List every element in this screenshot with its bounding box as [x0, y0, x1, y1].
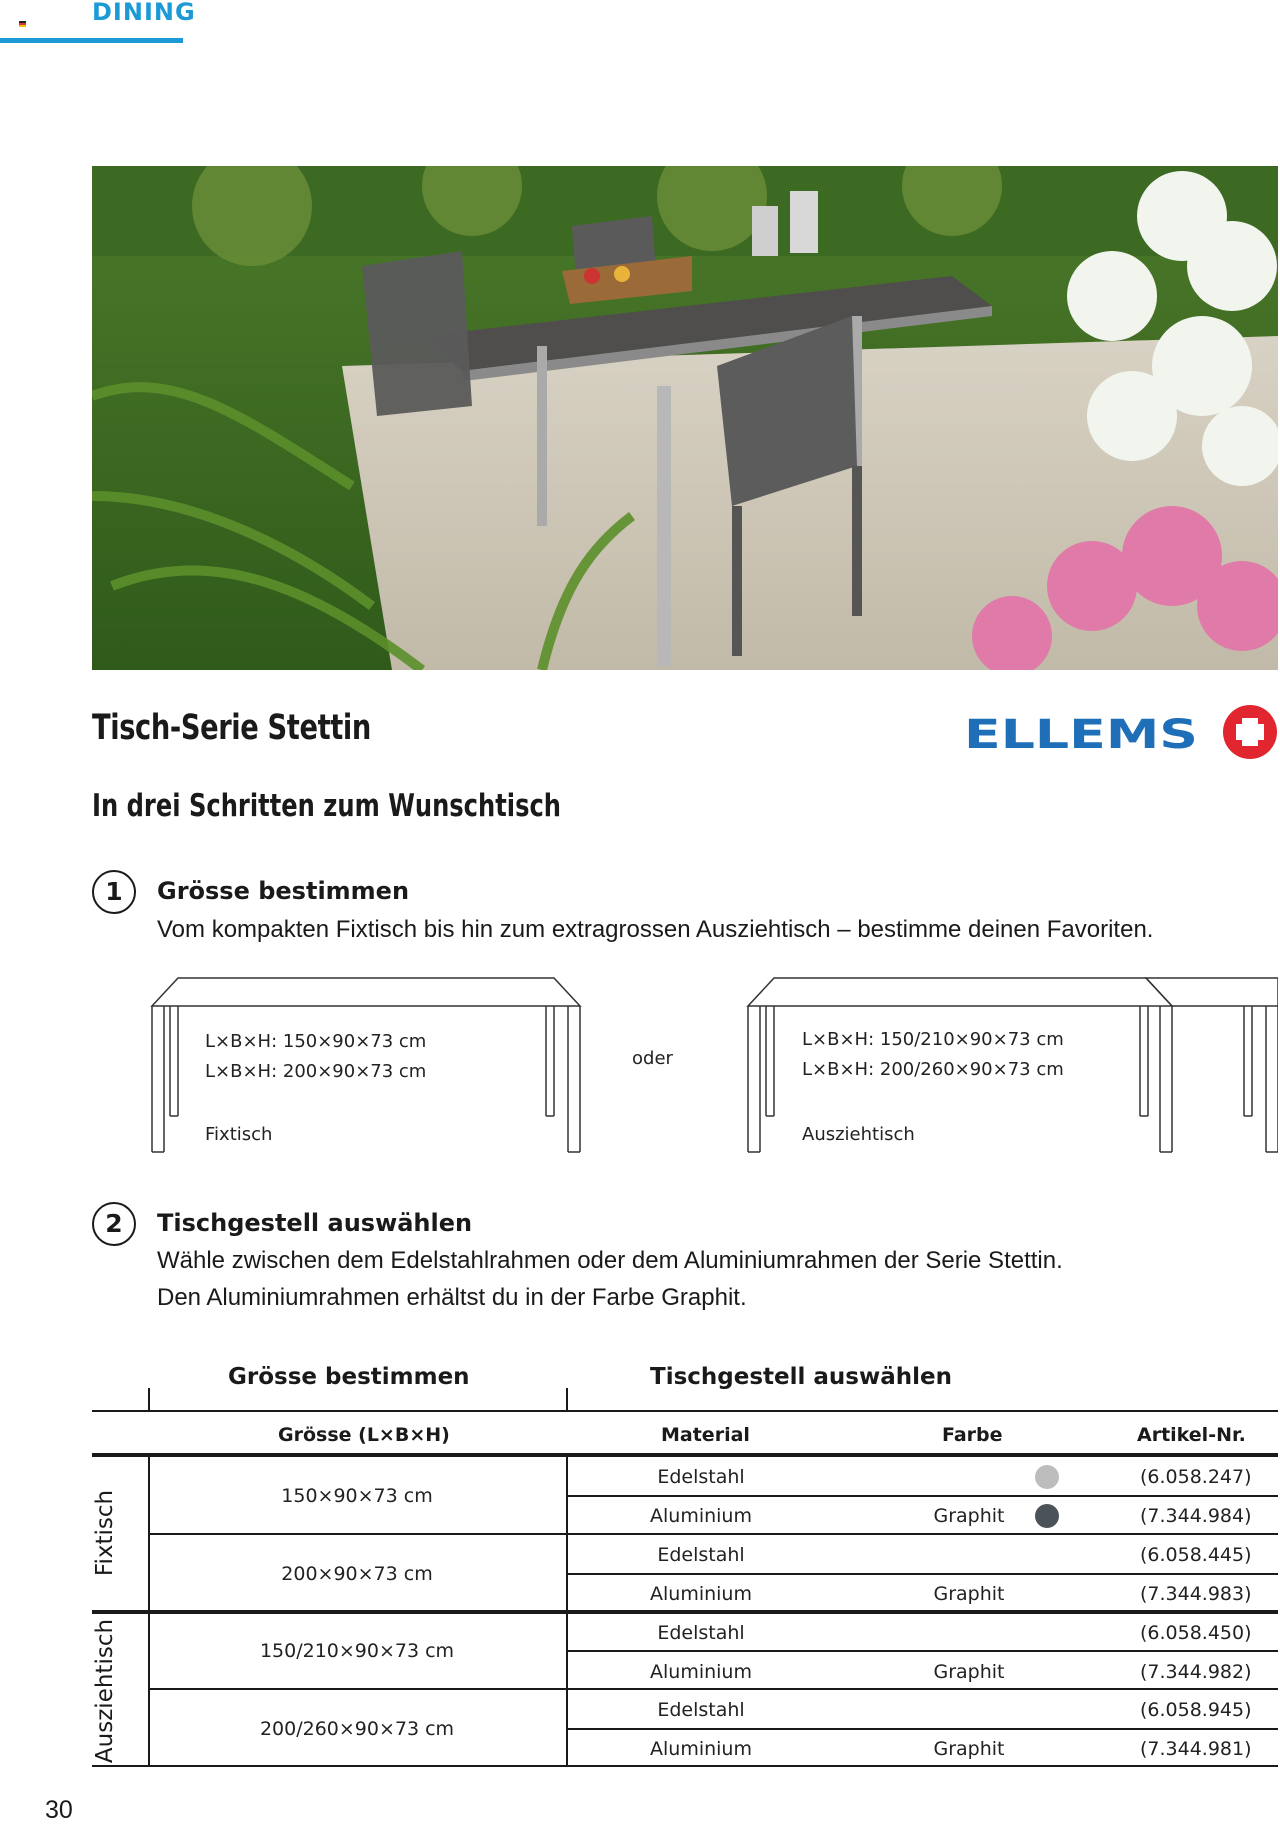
fixtisch-dim-1: L×B×H: 150×90×73 cm — [205, 1031, 427, 1052]
color-cell: Graphit — [933, 1505, 1005, 1527]
material-cell: Aluminium — [650, 1661, 752, 1683]
brand-name: ELLEMS — [964, 712, 1198, 758]
step-1-title: Grösse bestimmen — [157, 877, 410, 905]
row-rule — [148, 1688, 1278, 1690]
step-1-number: 1 — [92, 870, 136, 914]
table-bottom-rule — [92, 1765, 1278, 1767]
ausziehtisch-dim-1: L×B×H: 150/210×90×73 cm — [802, 1029, 1064, 1050]
size-cell: 150×90×73 cm — [281, 1485, 433, 1507]
row-rule — [566, 1495, 1278, 1497]
step-2-text-2: Den Aluminiumrahmen erhältst du in der Farbe Graphit. — [157, 1284, 747, 1311]
table-group-frame-header: Tischgestell auswählen — [650, 1364, 952, 1390]
fixtisch-label: Fixtisch — [205, 1124, 273, 1145]
table-rule-thick — [92, 1453, 1278, 1457]
diagram-separator: oder — [632, 1048, 673, 1069]
material-cell: Edelstahl — [657, 1622, 745, 1644]
product-subtitle: In drei Schritten zum Wunschtisch — [92, 788, 562, 824]
color-cell: Graphit — [933, 1738, 1005, 1760]
material-cell: Aluminium — [650, 1505, 752, 1527]
article-cell: (6.058.247) — [1140, 1466, 1252, 1488]
column-header-color: Farbe — [942, 1424, 1003, 1446]
article-cell: (6.058.450) — [1140, 1622, 1252, 1644]
material-cell: Edelstahl — [657, 1466, 745, 1488]
row-rule — [148, 1533, 1278, 1535]
swiss-cross-icon — [1223, 705, 1277, 759]
row-rule — [566, 1728, 1278, 1730]
table-rule — [92, 1410, 1278, 1412]
german-flag-icon — [19, 21, 26, 27]
ausziehtisch-dim-2: L×B×H: 200/260×90×73 cm — [802, 1059, 1064, 1080]
color-swatch-edelstahl — [1035, 1465, 1059, 1489]
size-cell: 150/210×90×73 cm — [259, 1640, 455, 1662]
material-cell: Edelstahl — [657, 1699, 745, 1721]
step-2-title: Tischgestell auswählen — [157, 1209, 473, 1237]
group-rule-thick — [92, 1610, 1278, 1614]
color-cell: Graphit — [933, 1583, 1005, 1605]
article-cell: (7.344.982) — [1140, 1661, 1252, 1683]
material-cell: Edelstahl — [657, 1544, 745, 1566]
article-cell: (7.344.984) — [1140, 1505, 1252, 1527]
article-cell: (7.344.981) — [1140, 1738, 1252, 1760]
color-swatch-graphit — [1035, 1504, 1059, 1528]
article-cell: (6.058.945) — [1140, 1699, 1252, 1721]
brand-logo — [962, 704, 1278, 760]
header-divider — [148, 1388, 150, 1410]
article-cell: (6.058.445) — [1140, 1544, 1252, 1566]
fixtisch-dim-2: L×B×H: 200×90×73 cm — [205, 1061, 427, 1082]
step-1-text: Vom kompakten Fixtisch bis hin zum extragrossen Ausziehtisch – bestimme deinen Favoriten. — [157, 916, 1154, 943]
group-label-ausziehtisch: Ausziehtisch — [92, 1618, 118, 1764]
ausziehtisch-label: Ausziehtisch — [802, 1124, 915, 1145]
garden-dining-photo — [92, 166, 1278, 670]
column-header-article: Artikel-Nr. — [1137, 1424, 1246, 1446]
article-cell: (7.344.983) — [1140, 1583, 1252, 1605]
page-number: 30 — [45, 1796, 73, 1824]
header-divider — [566, 1388, 568, 1410]
row-rule — [566, 1650, 1278, 1652]
column-header-material: Material — [661, 1424, 750, 1446]
step-2-number: 2 — [92, 1202, 136, 1246]
color-cell: Graphit — [933, 1661, 1005, 1683]
section-underline — [0, 38, 183, 43]
size-cell: 200×90×73 cm — [281, 1563, 433, 1585]
column-header-size: Grösse (L×B×H) — [278, 1424, 450, 1446]
material-cell: Aluminium — [650, 1583, 752, 1605]
material-cell: Aluminium — [650, 1738, 752, 1760]
product-title: Tisch-Serie Stettin — [92, 708, 371, 748]
step-2-text-1: Wähle zwischen dem Edelstahlrahmen oder dem Aluminiumrahmen der Serie Stettin. — [157, 1247, 1063, 1274]
table-group-size-header: Grösse bestimmen — [228, 1364, 470, 1390]
row-rule — [566, 1573, 1278, 1575]
size-cell: 200/260×90×73 cm — [259, 1718, 455, 1740]
group-label-fixtisch: Fixtisch — [92, 1489, 118, 1577]
section-title: DINING — [92, 0, 196, 26]
